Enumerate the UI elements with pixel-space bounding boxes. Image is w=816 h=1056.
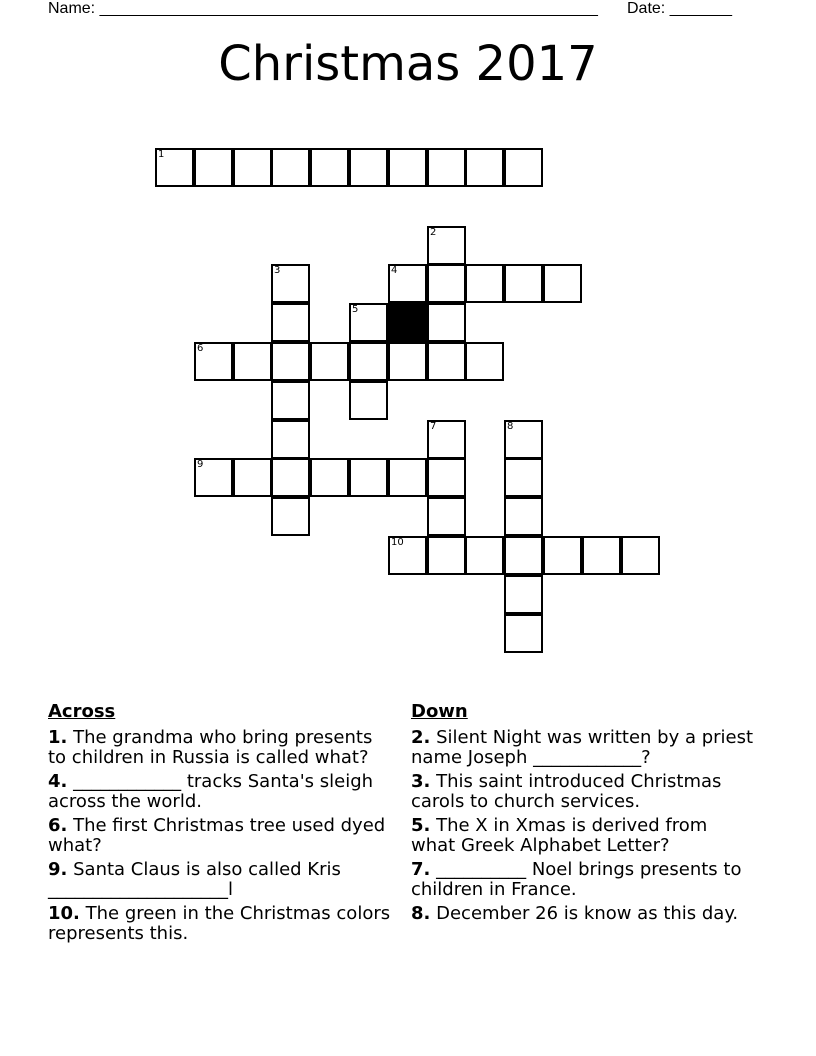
clue-text: Santa Claus is also called Kris ____________________l bbox=[48, 859, 341, 900]
crossword-cell[interactable] bbox=[310, 342, 349, 381]
crossword-cell[interactable] bbox=[504, 264, 543, 303]
clue-number: 8. bbox=[411, 903, 431, 924]
across-clues bbox=[48, 702, 393, 948]
crossword-cell[interactable] bbox=[427, 420, 466, 459]
crossword-cell[interactable] bbox=[310, 148, 349, 187]
clue-number: 4. bbox=[48, 771, 68, 792]
clue-across-10 bbox=[48, 904, 393, 944]
cell-number: 7 bbox=[430, 421, 437, 432]
clue-across-6 bbox=[48, 816, 393, 856]
crossword-cell[interactable] bbox=[504, 420, 543, 459]
across-heading: Across bbox=[48, 701, 116, 722]
crossword-cell[interactable] bbox=[427, 536, 466, 575]
crossword-cell[interactable] bbox=[194, 342, 233, 381]
date-field-line[interactable]: Date: _______ bbox=[627, 0, 732, 17]
crossword-cell[interactable] bbox=[233, 148, 272, 187]
crossword-cell[interactable] bbox=[504, 148, 543, 187]
clue-number: 1. bbox=[48, 727, 68, 748]
crossword-cell[interactable] bbox=[233, 342, 272, 381]
clue-number: 7. bbox=[411, 859, 431, 880]
clue-text: The grandma who bring presents to children in Russia is called what? bbox=[48, 727, 373, 768]
crossword-cell[interactable] bbox=[271, 342, 310, 381]
clue-across-9 bbox=[48, 860, 393, 900]
clue-down-2 bbox=[411, 728, 756, 768]
clue-text: Silent Night was written by a priest name Joseph ____________? bbox=[411, 727, 754, 768]
crossword-cell[interactable] bbox=[465, 148, 504, 187]
crossword-cell[interactable] bbox=[427, 148, 466, 187]
crossword-cell[interactable] bbox=[233, 458, 272, 497]
crossword-cell[interactable] bbox=[465, 264, 504, 303]
crossword-cell[interactable] bbox=[504, 575, 543, 614]
crossword-cell[interactable] bbox=[271, 497, 310, 536]
crossword-cell[interactable] bbox=[388, 264, 427, 303]
crossword-cell[interactable] bbox=[349, 458, 388, 497]
clue-text: __________ Noel brings presents to children in France. bbox=[411, 859, 742, 900]
crossword-cell[interactable] bbox=[271, 264, 310, 303]
crossword-cell[interactable] bbox=[271, 381, 310, 420]
crossword-cell[interactable] bbox=[427, 458, 466, 497]
crossword-cell[interactable] bbox=[504, 614, 543, 653]
clue-text: This saint introduced Christmas carols to church services. bbox=[411, 771, 722, 812]
crossword-cell[interactable] bbox=[621, 536, 660, 575]
crossword-cell[interactable] bbox=[465, 536, 504, 575]
crossword-cell[interactable] bbox=[194, 148, 233, 187]
crossword-cell[interactable] bbox=[427, 226, 466, 265]
cell-number: 6 bbox=[197, 343, 204, 354]
crossword-cell[interactable] bbox=[271, 303, 310, 342]
crossword-cell[interactable] bbox=[349, 148, 388, 187]
clue-down-5 bbox=[411, 816, 756, 856]
clue-down-8 bbox=[411, 904, 756, 924]
clue-text: The green in the Christmas colors represents this. bbox=[48, 903, 391, 944]
crossword-cell[interactable] bbox=[194, 458, 233, 497]
name-field-line[interactable]: Name: ________________________________________________________ bbox=[48, 0, 598, 17]
crossword-cell[interactable] bbox=[271, 148, 310, 187]
cell-number: 1 bbox=[158, 149, 165, 160]
down-clues bbox=[411, 702, 756, 928]
crossword-cell[interactable] bbox=[504, 497, 543, 536]
clue-number: 10. bbox=[48, 903, 80, 924]
clue-number: 2. bbox=[411, 727, 431, 748]
clue-text: The X in Xmas is derived from what Greek Alphabet Letter? bbox=[411, 815, 708, 856]
crossword-cell[interactable] bbox=[388, 536, 427, 575]
crossword-cell[interactable] bbox=[427, 303, 466, 342]
cell-number: 2 bbox=[430, 227, 437, 238]
crossword-cell[interactable] bbox=[427, 342, 466, 381]
crossword-cell[interactable] bbox=[349, 381, 388, 420]
clue-text: December 26 is know as this day. bbox=[436, 903, 739, 924]
crossword-cell[interactable] bbox=[388, 458, 427, 497]
clue-down-3 bbox=[411, 772, 756, 812]
crossword-cell[interactable] bbox=[349, 303, 388, 342]
cell-number: 10 bbox=[391, 537, 404, 548]
crossword-cell[interactable] bbox=[543, 536, 582, 575]
clue-number: 3. bbox=[411, 771, 431, 792]
cell-number: 9 bbox=[197, 459, 204, 470]
crossword-cell[interactable] bbox=[388, 342, 427, 381]
cell-number: 4 bbox=[391, 265, 398, 276]
clue-across-1 bbox=[48, 728, 393, 768]
page-title: Christmas 2017 bbox=[218, 36, 598, 92]
clue-text: The first Christmas tree used dyed what? bbox=[48, 815, 386, 856]
crossword-cell[interactable] bbox=[582, 536, 621, 575]
crossword-cell[interactable] bbox=[271, 458, 310, 497]
crossword-cell[interactable] bbox=[388, 148, 427, 187]
crossword-cell[interactable] bbox=[271, 420, 310, 459]
crossword-cell[interactable] bbox=[504, 458, 543, 497]
crossword-cell[interactable] bbox=[465, 342, 504, 381]
down-heading: Down bbox=[411, 701, 468, 722]
cell-number: 5 bbox=[352, 304, 359, 315]
crossword-cell[interactable] bbox=[349, 342, 388, 381]
clue-number: 9. bbox=[48, 859, 68, 880]
clue-across-4 bbox=[48, 772, 393, 812]
clue-number: 6. bbox=[48, 815, 68, 836]
crossword-cell[interactable] bbox=[427, 497, 466, 536]
clue-text: ____________ tracks Santa's sleigh across the world. bbox=[48, 771, 374, 812]
crossword-cell[interactable] bbox=[543, 264, 582, 303]
crossword-cell[interactable] bbox=[155, 148, 194, 187]
crossword-block bbox=[388, 303, 427, 342]
crossword-cell[interactable] bbox=[427, 264, 466, 303]
crossword-cell[interactable] bbox=[310, 458, 349, 497]
clue-down-7 bbox=[411, 860, 756, 900]
cell-number: 3 bbox=[274, 265, 281, 276]
clue-number: 5. bbox=[411, 815, 431, 836]
cell-number: 8 bbox=[507, 421, 514, 432]
crossword-cell[interactable] bbox=[504, 536, 543, 575]
